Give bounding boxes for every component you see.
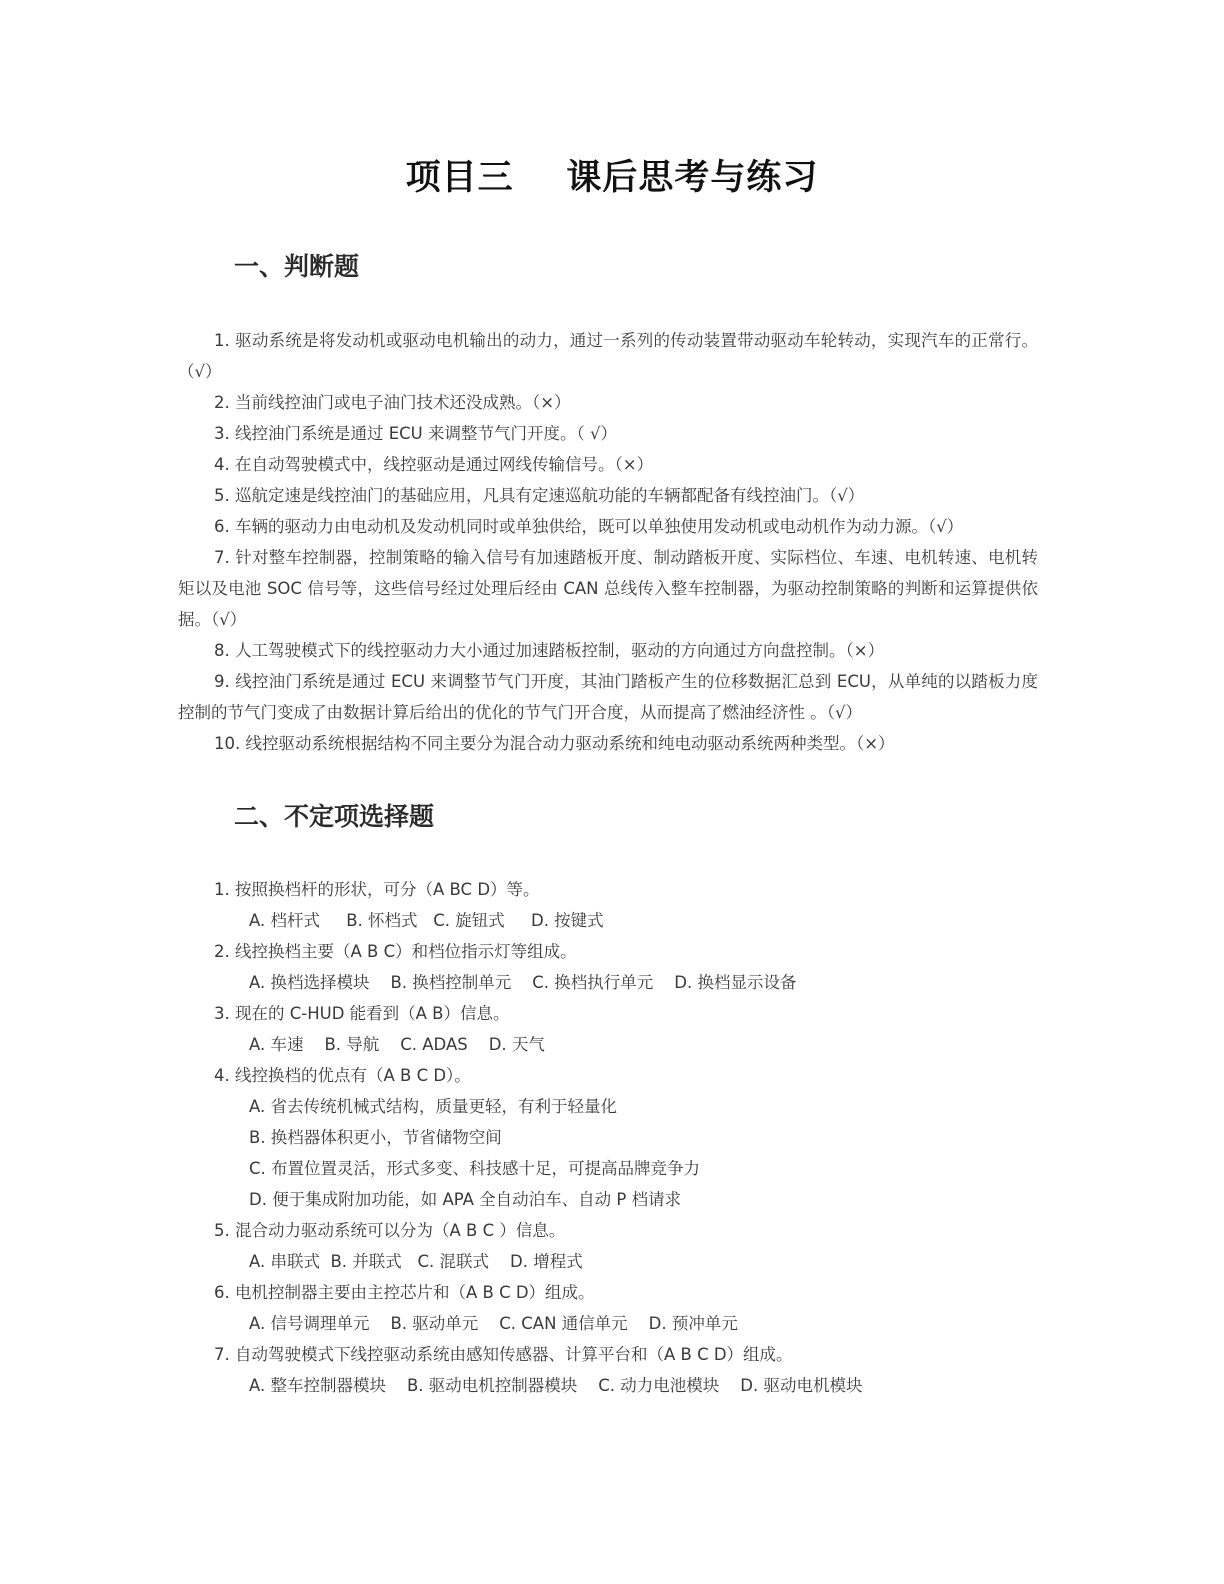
question-option-c: C. 布置位置灵活，形式多变、科技感十足，可提高品牌竞争力: [249, 1159, 701, 1178]
true-false-item: 4. 在自动驾驶模式中，线控驱动是通过网线传输信号。（×）: [214, 455, 654, 474]
true-false-item: 5. 巡航定速是线控油门的基础应用，凡具有定速巡航功能的车辆都配备有线控油门。（√）: [214, 486, 865, 505]
true-false-item: 2. 当前线控油门或电子油门技术还没成熟。（×）: [214, 393, 571, 412]
question-block: [214, 936, 1074, 998]
section-heading-multiple-choice: 二、不定项选择题: [234, 802, 435, 831]
multiple-choice-list: [214, 874, 1074, 1401]
question-block: [214, 1339, 1074, 1401]
question-text: 5. 混合动力驱动系统可以分为（A B C ）信息。: [214, 1221, 566, 1240]
question-block: [214, 874, 1074, 936]
true-false-item: 7. 针对整车控制器，控制策略的输入信号有加速踏板开度、制动踏板开度、实际档位、车速、电机转速、电机转矩以及电池 SOC 信号等，这些信号经过处理后经由 CAN 总线传入整车控制器，为驱动控制策略的判断和运算提供依据。（√）: [178, 548, 1038, 629]
question-text: 1. 按照换档杆的形状，可分（A BC D）等。: [214, 880, 540, 899]
true-false-item: 1. 驱动系统是将发动机或驱动电机输出的动力，通过一系列的传动装置带动驱动车轮转动，实现汽车的正常行。（√）: [178, 331, 1038, 381]
question-block: [214, 1277, 1074, 1339]
true-false-item: 6. 车辆的驱动力由电动机及发动机同时或单独供给，既可以单独使用发动机或电动机作为动力源。（√）: [214, 517, 964, 536]
question-options: A. 档杆式 B. 怀档式 C. 旋钮式 D. 按键式: [249, 911, 604, 930]
question-text: 3. 现在的 C-HUD 能看到（A B）信息。: [214, 1004, 510, 1023]
question-block: [214, 998, 1074, 1060]
section-heading-true-false: 一、判断题: [234, 252, 360, 281]
question-options: A. 换档选择模块 B. 换档控制单元 C. 换档执行单元 D. 换档显示设备: [249, 973, 797, 992]
question-text: 2. 线控换档主要（A B C）和档位指示灯等组成。: [214, 942, 577, 961]
true-false-item: 9. 线控油门系统是通过 ECU 来调整节气门开度，其油门踏板产生的位移数据汇总到 ECU，从单纯的以踏板力度控制的节气门变成了由数据计算后给出的优化的节气门开合度，从而提高了燃油经济性 。（√）: [178, 672, 1038, 722]
true-false-item: 8. 人工驾驶模式下的线控驱动力大小通过加速踏板控制，驱动的方向通过方向盘控制。（×）: [214, 641, 885, 660]
true-false-item: 3. 线控油门系统是通过 ECU 来调整节气门开度。（ √）: [214, 424, 618, 443]
question-text: 7. 自动驾驶模式下线控驱动系统由感知传感器、计算平台和（A B C D）组成。: [214, 1345, 793, 1364]
question-option-d: D. 便于集成附加功能，如 APA 全自动泊车、自动 P 档请求: [249, 1190, 682, 1209]
question-block: [214, 1060, 1074, 1215]
question-options: A. 车速 B. 导航 C. ADAS D. 天气: [249, 1035, 545, 1054]
page-title: 项目三 课后思考与练习: [405, 158, 819, 198]
question-option-a: A. 省去传统机械式结构，质量更轻，有利于轻量化: [249, 1097, 617, 1116]
question-options: A. 信号调理单元 B. 驱动单元 C. CAN 通信单元 D. 预冲单元: [249, 1314, 738, 1333]
question-block: [214, 1215, 1074, 1277]
question-option-b: B. 换档器体积更小，节省储物空间: [249, 1128, 502, 1147]
true-false-item: 10. 线控驱动系统根据结构不同主要分为混合动力驱动系统和纯电动驱动系统两种类型。（×）: [214, 734, 895, 753]
true-false-list: [178, 325, 1038, 759]
question-text: 6. 电机控制器主要由主控芯片和（A B C D）组成。: [214, 1283, 595, 1302]
question-options: A. 整车控制器模块 B. 驱动电机控制器模块 C. 动力电池模块 D. 驱动电机模块: [249, 1376, 863, 1395]
question-options: A. 串联式 B. 并联式 C. 混联式 D. 增程式: [249, 1252, 583, 1271]
question-text: 4. 线控换档的优点有（A B C D）。: [214, 1066, 471, 1085]
